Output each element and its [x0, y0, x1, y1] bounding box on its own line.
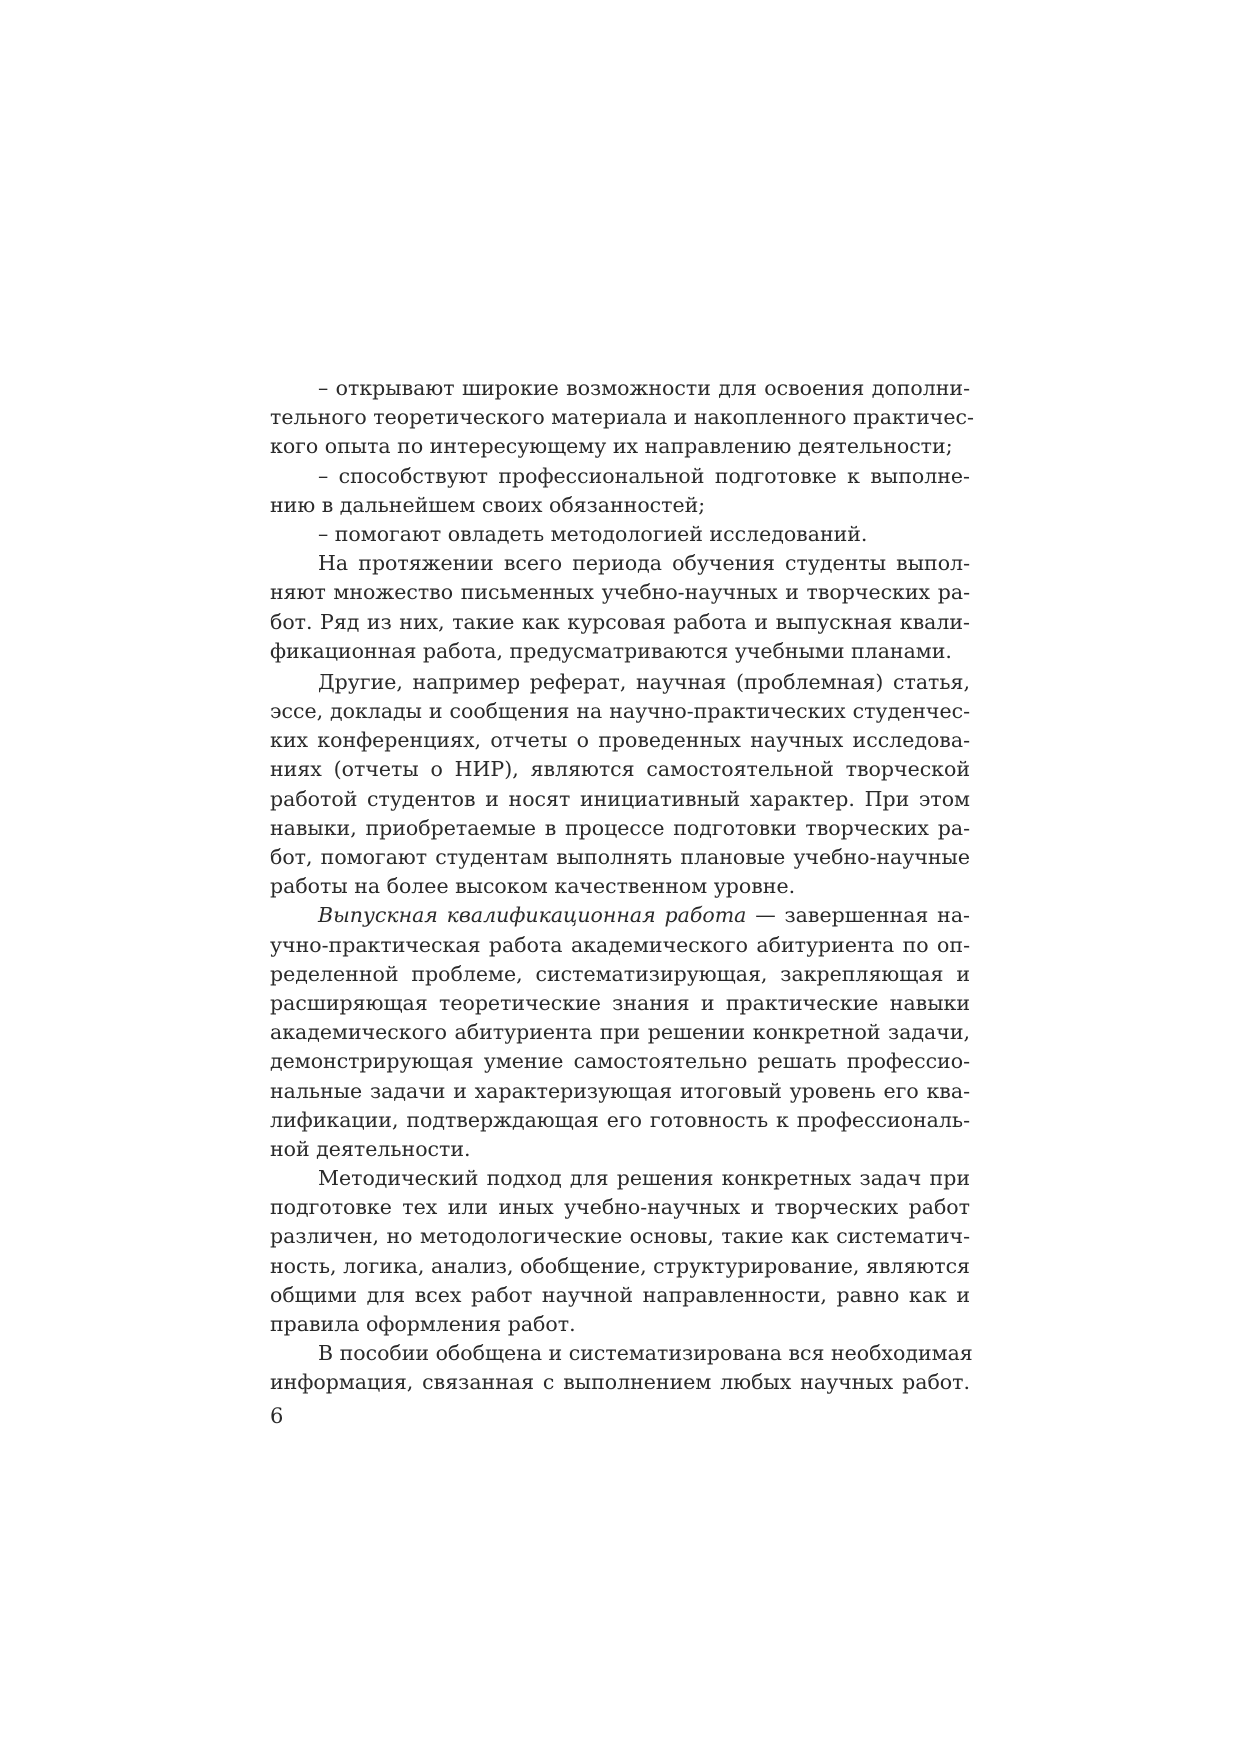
line-text: ких конференциях, отчеты о проведенных научных исследова-: [270, 728, 970, 753]
line-text: На протяжении всего периода обучения студенты выпол-: [318, 551, 970, 576]
line-text: работой студентов и носят инициативный характер. При этом: [270, 786, 970, 811]
line-text: ной деятельности.: [270, 1136, 471, 1161]
line-text: учно-практическая работа академического абитуриента по оп-: [270, 932, 970, 957]
line-text: – открывают широкие возможности для освоения дополни-: [318, 376, 970, 400]
text-line: [270, 1193, 970, 1222]
text-line: [270, 785, 970, 814]
line-text: расширяющая теоретические знания и практические навыки: [270, 990, 970, 1015]
line-text: няют множество письменных учебно-научных и творческих ра-: [270, 580, 970, 605]
text-line: [270, 843, 970, 872]
text-line: [270, 549, 970, 578]
text-line: [270, 1310, 970, 1339]
line-text: кого опыта по интересующему их направлению деятельности;: [270, 434, 953, 459]
body-text: [270, 374, 974, 1398]
text-line: [270, 1368, 970, 1397]
line-text: лификации, подтверждающая его готовность к профессиональ-: [270, 1107, 970, 1132]
line-text: нию в дальнейшем своих обязанностей;: [270, 492, 706, 517]
line-text: – способствуют профессиональной подготовке к выполне-: [318, 463, 970, 488]
text-line: [270, 872, 970, 901]
text-line: [270, 1164, 970, 1193]
line-text: бот, помогают студентам выполнять плановые учебно-научные: [270, 845, 970, 869]
line-text: Другие, например реферат, научная (проблемная) статья,: [318, 669, 970, 694]
italic-term: Выпускная квалификационная работа: [318, 903, 747, 928]
line-text: тельного теоретического материала и накопленного практичес-: [270, 405, 974, 430]
line-text: информация, связанная с выполнением любых научных работ.: [270, 1370, 970, 1395]
line-text: подготовке тех или иных учебно-научных и творческих работ: [270, 1195, 970, 1220]
line-text: В пособии обобщена и систематизирована вся необходимая: [318, 1341, 973, 1366]
text-line: [270, 1135, 970, 1164]
text-line: [270, 668, 970, 697]
line-text: общими для всех работ научной направленности, равно как и: [270, 1282, 970, 1307]
line-text: нальные задачи и характеризующая итоговый уровень его ква-: [270, 1078, 970, 1103]
line-text: бот. Ряд из них, такие как курсовая работа и выпускная квали-: [270, 609, 970, 634]
line-text: правила оформления работ.: [270, 1312, 576, 1336]
line-text: демонстрирующая умение самостоятельно решать профессио-: [270, 1049, 970, 1074]
text-line: [270, 637, 970, 666]
line-text: эссе, доклады и сообщения на научно-практических студенчес-: [270, 699, 970, 724]
page-number: 6: [270, 1404, 284, 1428]
text-line: [270, 578, 970, 607]
line-text: академического абитуриента при решении конкретной задачи,: [270, 1020, 970, 1045]
text-line: [270, 1339, 973, 1368]
text-line: [270, 1252, 970, 1281]
text-line: [270, 1106, 970, 1135]
text-line: [270, 1281, 970, 1310]
line-text: — завершенная на-: [755, 903, 970, 928]
line-text: – помогают овладеть методологией исследований.: [318, 521, 868, 546]
line-text: ность, логика, анализ, обобщение, структурирование, являются: [270, 1253, 970, 1278]
text-line: [270, 931, 970, 960]
line-text: ределенной проблеме, систематизирующая, закрепляющая и: [270, 961, 970, 986]
text-line: [270, 1047, 970, 1076]
text-line: [270, 1018, 970, 1047]
text-line: [270, 814, 970, 843]
line-text: Методический подход для решения конкретных задач при: [318, 1166, 970, 1191]
text-line: [270, 432, 970, 461]
line-text: навыки, приобретаемые в процессе подготовки творческих ра-: [270, 815, 970, 840]
text-line: [270, 403, 974, 432]
text-line: [270, 1077, 970, 1106]
text-line: [270, 726, 970, 755]
line-text: ниях (отчеты о НИР), являются самостоятельной творческой: [270, 757, 970, 782]
line-text: различен, но методологические основы, такие как систематич-: [270, 1224, 970, 1249]
text-line: [270, 960, 970, 989]
text-line: [270, 520, 970, 549]
line-text: работы на более высоком качественном уровне.: [270, 874, 796, 899]
text-line: [270, 901, 970, 930]
text-line: [270, 374, 970, 403]
text-line: [270, 608, 970, 637]
text-line: [270, 462, 970, 491]
text-line: [270, 491, 970, 520]
text-line: [270, 1222, 970, 1251]
line-text: фикационная работа, предусматриваются учебными планами.: [270, 638, 952, 663]
text-line: [270, 989, 970, 1018]
text-line: [270, 697, 970, 726]
text-line: [270, 755, 970, 784]
